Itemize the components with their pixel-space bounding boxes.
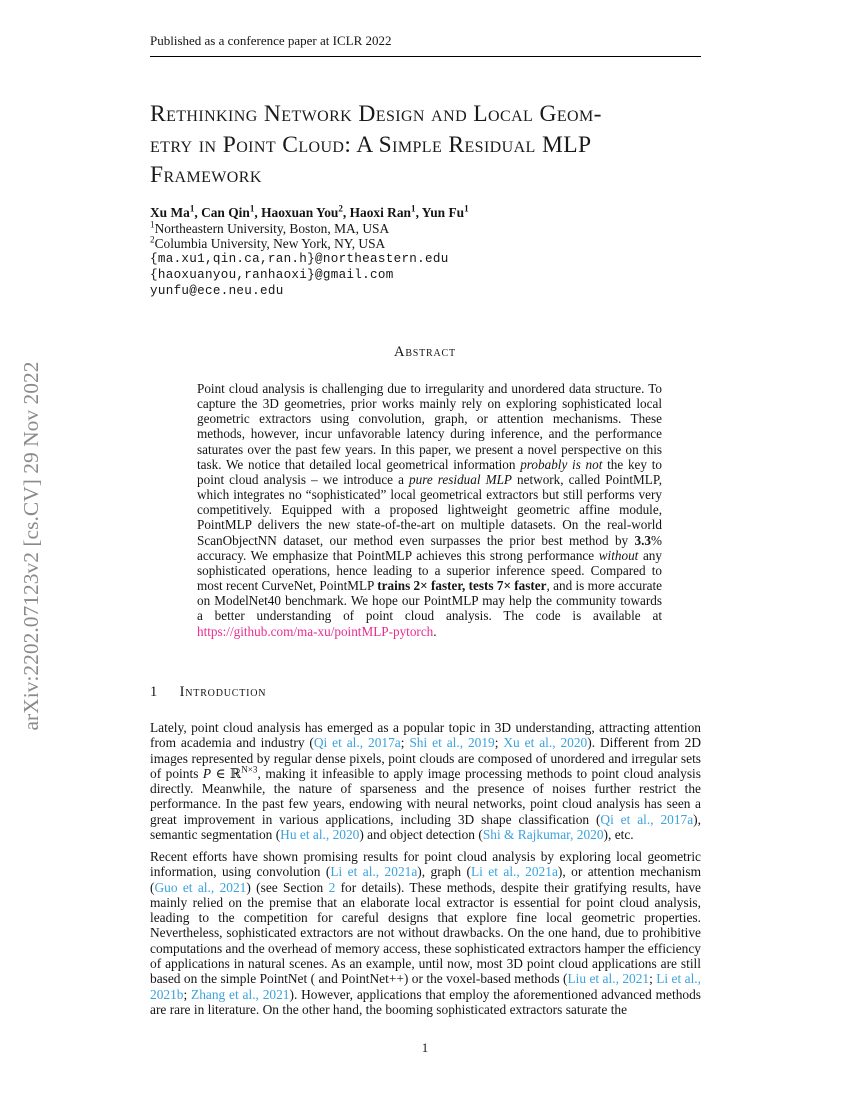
citation-link[interactable]: Xu et al., 2020 (503, 735, 588, 751)
text-segment: 2 (338, 203, 343, 214)
text-segment: ; (183, 986, 192, 1002)
conference-header: Published as a conference paper at ICLR 2022 (150, 33, 392, 48)
affiliation-marker: 2 (150, 234, 155, 245)
section-number: 1 (150, 684, 158, 700)
text-segment: Point cloud analysis is challenging due to irregularity and unordered data structure. To capture the 3D geometries, prior works mainly rely on exploring sophisticated local geometric extractors using convolution, graph, or attention mechanisms. These methods, however, incur unfavorable latency during inference, and the performance saturates over the past few years. In this paper, we present a novel perspective on this task. We notice that detailed local geometrical information (197, 381, 662, 472)
text-segment: ; (400, 735, 410, 751)
text-segment: P (202, 765, 212, 781)
citation-link[interactable]: Hu et al., 2020 (280, 827, 360, 843)
text-segment: , making it infeasible to apply image processing methods to point cloud analysis directly. Meanwhile, the nature of sparseness and the presence of noises further restrict the performance. In the past few years, endowing with neural networks, point cloud analysis has seen a great improvement in various applications, including 3D shape classification ( (150, 765, 701, 827)
text-segment: , Haoxuan You (254, 205, 339, 220)
citation-link[interactable]: Shi & Rajkumar, 2020 (482, 827, 604, 843)
citation-link[interactable]: 2 (328, 879, 336, 895)
text-segment: ), semantic segmentation ( (150, 811, 701, 843)
text-segment: 1 (189, 203, 195, 214)
text-segment: . (433, 623, 437, 639)
paper-title (150, 99, 710, 191)
section-title: Introduction (179, 684, 267, 700)
email-line-2: {haoxuanyou,ranhaoxi}@gmail.com (150, 267, 394, 282)
text-segment: 3.3 (634, 532, 651, 548)
text-segment: ), etc. (603, 827, 634, 843)
citation-link[interactable]: Shi et al., 2019 (409, 735, 495, 751)
text-segment: Recent efforts have shown promising results for point cloud analysis by exploring local geometric information, using convolution ( (150, 849, 701, 880)
email-line-3: yunfu@ece.neu.edu (150, 283, 284, 298)
header-divider (150, 56, 701, 57)
text-segment: ). However, applications that employ the aforementioned advanced methods are rare in literature. On the other hand, the booming sophisticated extractors saturate the (150, 986, 701, 1017)
title-line-3: Framework (150, 162, 262, 188)
text-segment: Lately, point cloud analysis has emerged as a popular topic in 3D understanding, attracting attention from academia and industry ( (150, 720, 701, 751)
citation-link[interactable]: Li et al., 2021a (330, 864, 418, 880)
url-link[interactable]: https://github.com/ma-xu/pointMLP-pytorch (197, 623, 434, 639)
arxiv-watermark: arXiv:2202.07123v2 [cs.CV] 29 Nov 2022 (19, 361, 43, 731)
text-segment: ; (649, 971, 657, 987)
text-segment: , Yun Fu (415, 205, 465, 220)
affiliation-marker: 1 (150, 219, 155, 230)
citation-link[interactable]: Guo et al., 2021 (154, 879, 247, 895)
text-segment: Xu Ma (150, 205, 190, 220)
text-segment: for details). These methods, despite their gratifying results, have mainly relied on the premise that an elaborate local extractor is essential for point cloud analysis, leading to the competition for careful designs that explore fine local geometric properties. Nevertheless, sophisticated extractors are not without drawbacks. On the one hand, due to prohibitive computations and the overhead of memory access, these sophisticated extractors hamper the efficiency of applications in natural scenes. As an example, until now, most 3D point cloud applications are still based on the simple PointNet ( and PointNet++) or the voxel-based methods ( (150, 879, 701, 987)
text-segment: , Can Qin (194, 205, 250, 220)
text-segment: probably is not (520, 456, 603, 472)
text-segment: ), graph ( (417, 864, 471, 880)
text-segment: ; (494, 735, 504, 751)
citation-link[interactable]: Liu et al., 2021 (567, 971, 650, 987)
text-segment: trains 2× faster, tests 7× faster (377, 578, 547, 594)
intro-paragraph-1 (150, 720, 701, 842)
text-segment: , and is more accurate on ModelNet40 benchmark. We hope our PointMLP may help the community towards a better understanding of point cloud analysis. The code is available at (197, 578, 662, 624)
citation-link[interactable]: Qi et al., 2017a (600, 811, 694, 827)
text-segment: 1 (249, 203, 255, 214)
authors-block (150, 205, 710, 299)
title-line-2: etry in Point Cloud: A Simple Residual MLP (150, 131, 592, 158)
text-segment: ) and object detection ( (359, 827, 483, 843)
text-segment: ). Different from 2D images represented by regular dense pixels, point clouds are composed of unordered and irregular sets of points (150, 735, 701, 781)
affiliation-text: Northeastern University, Boston, MA, USA (154, 220, 390, 236)
text-segment: N×3 (241, 764, 258, 775)
abstract-heading: Abstract (394, 344, 456, 360)
affiliation-text: Columbia University, New York, NY, USA (154, 236, 386, 252)
section-heading-introduction (150, 684, 700, 701)
abstract-body (197, 381, 662, 639)
affiliation-1 (150, 221, 710, 237)
text-segment: % accuracy. We emphasize that PointMLP achieves this strong performance (197, 532, 662, 563)
text-segment: , Haoxi Ran (342, 205, 411, 220)
authors-line (150, 205, 710, 221)
affiliation-2 (150, 236, 710, 252)
citation-link[interactable]: Li et al., 2021a (470, 864, 558, 880)
citation-link[interactable]: Qi et al., 2017a (313, 735, 401, 751)
email-line-1: {ma.xu1,qin.ca,ran.h}@northeastern.edu (150, 252, 449, 267)
text-segment: network, called PointMLP, which integrates no “sophisticated” local geometrical extractors but still performs very competitively. Equipped with a proposed lightweight geometric affine module, PointMLP delivers the new state-of-the-art on multiple datasets. On the real-world ScanObjectNN dataset, our method even surpasses the prior best method by (197, 471, 662, 548)
text-segment: ∈ ℝ (211, 765, 242, 781)
text-segment: ), or attention mechanism ( (150, 864, 702, 895)
text-segment: 1 (411, 203, 416, 214)
text-segment: the key to point cloud analysis – we introduce a (197, 456, 662, 487)
page-number: 1 (421, 1041, 429, 1055)
text-segment: any sophisticated operations, hence leading to a superior inference speed. Compared to most recent CurveNet, PointMLP (197, 547, 662, 594)
title-line-1: Rethinking Network Design and Local Geom- (150, 101, 602, 127)
text-segment: without (598, 547, 639, 563)
text-segment: 1 (464, 203, 469, 214)
citation-link[interactable]: Li et al., 2021b (150, 971, 701, 1002)
text-segment: ) (see Section (246, 879, 329, 895)
citation-link[interactable]: Zhang et al., 2021 (191, 986, 290, 1002)
intro-paragraph-2 (150, 849, 701, 1017)
text-segment: pure residual MLP (409, 471, 512, 487)
